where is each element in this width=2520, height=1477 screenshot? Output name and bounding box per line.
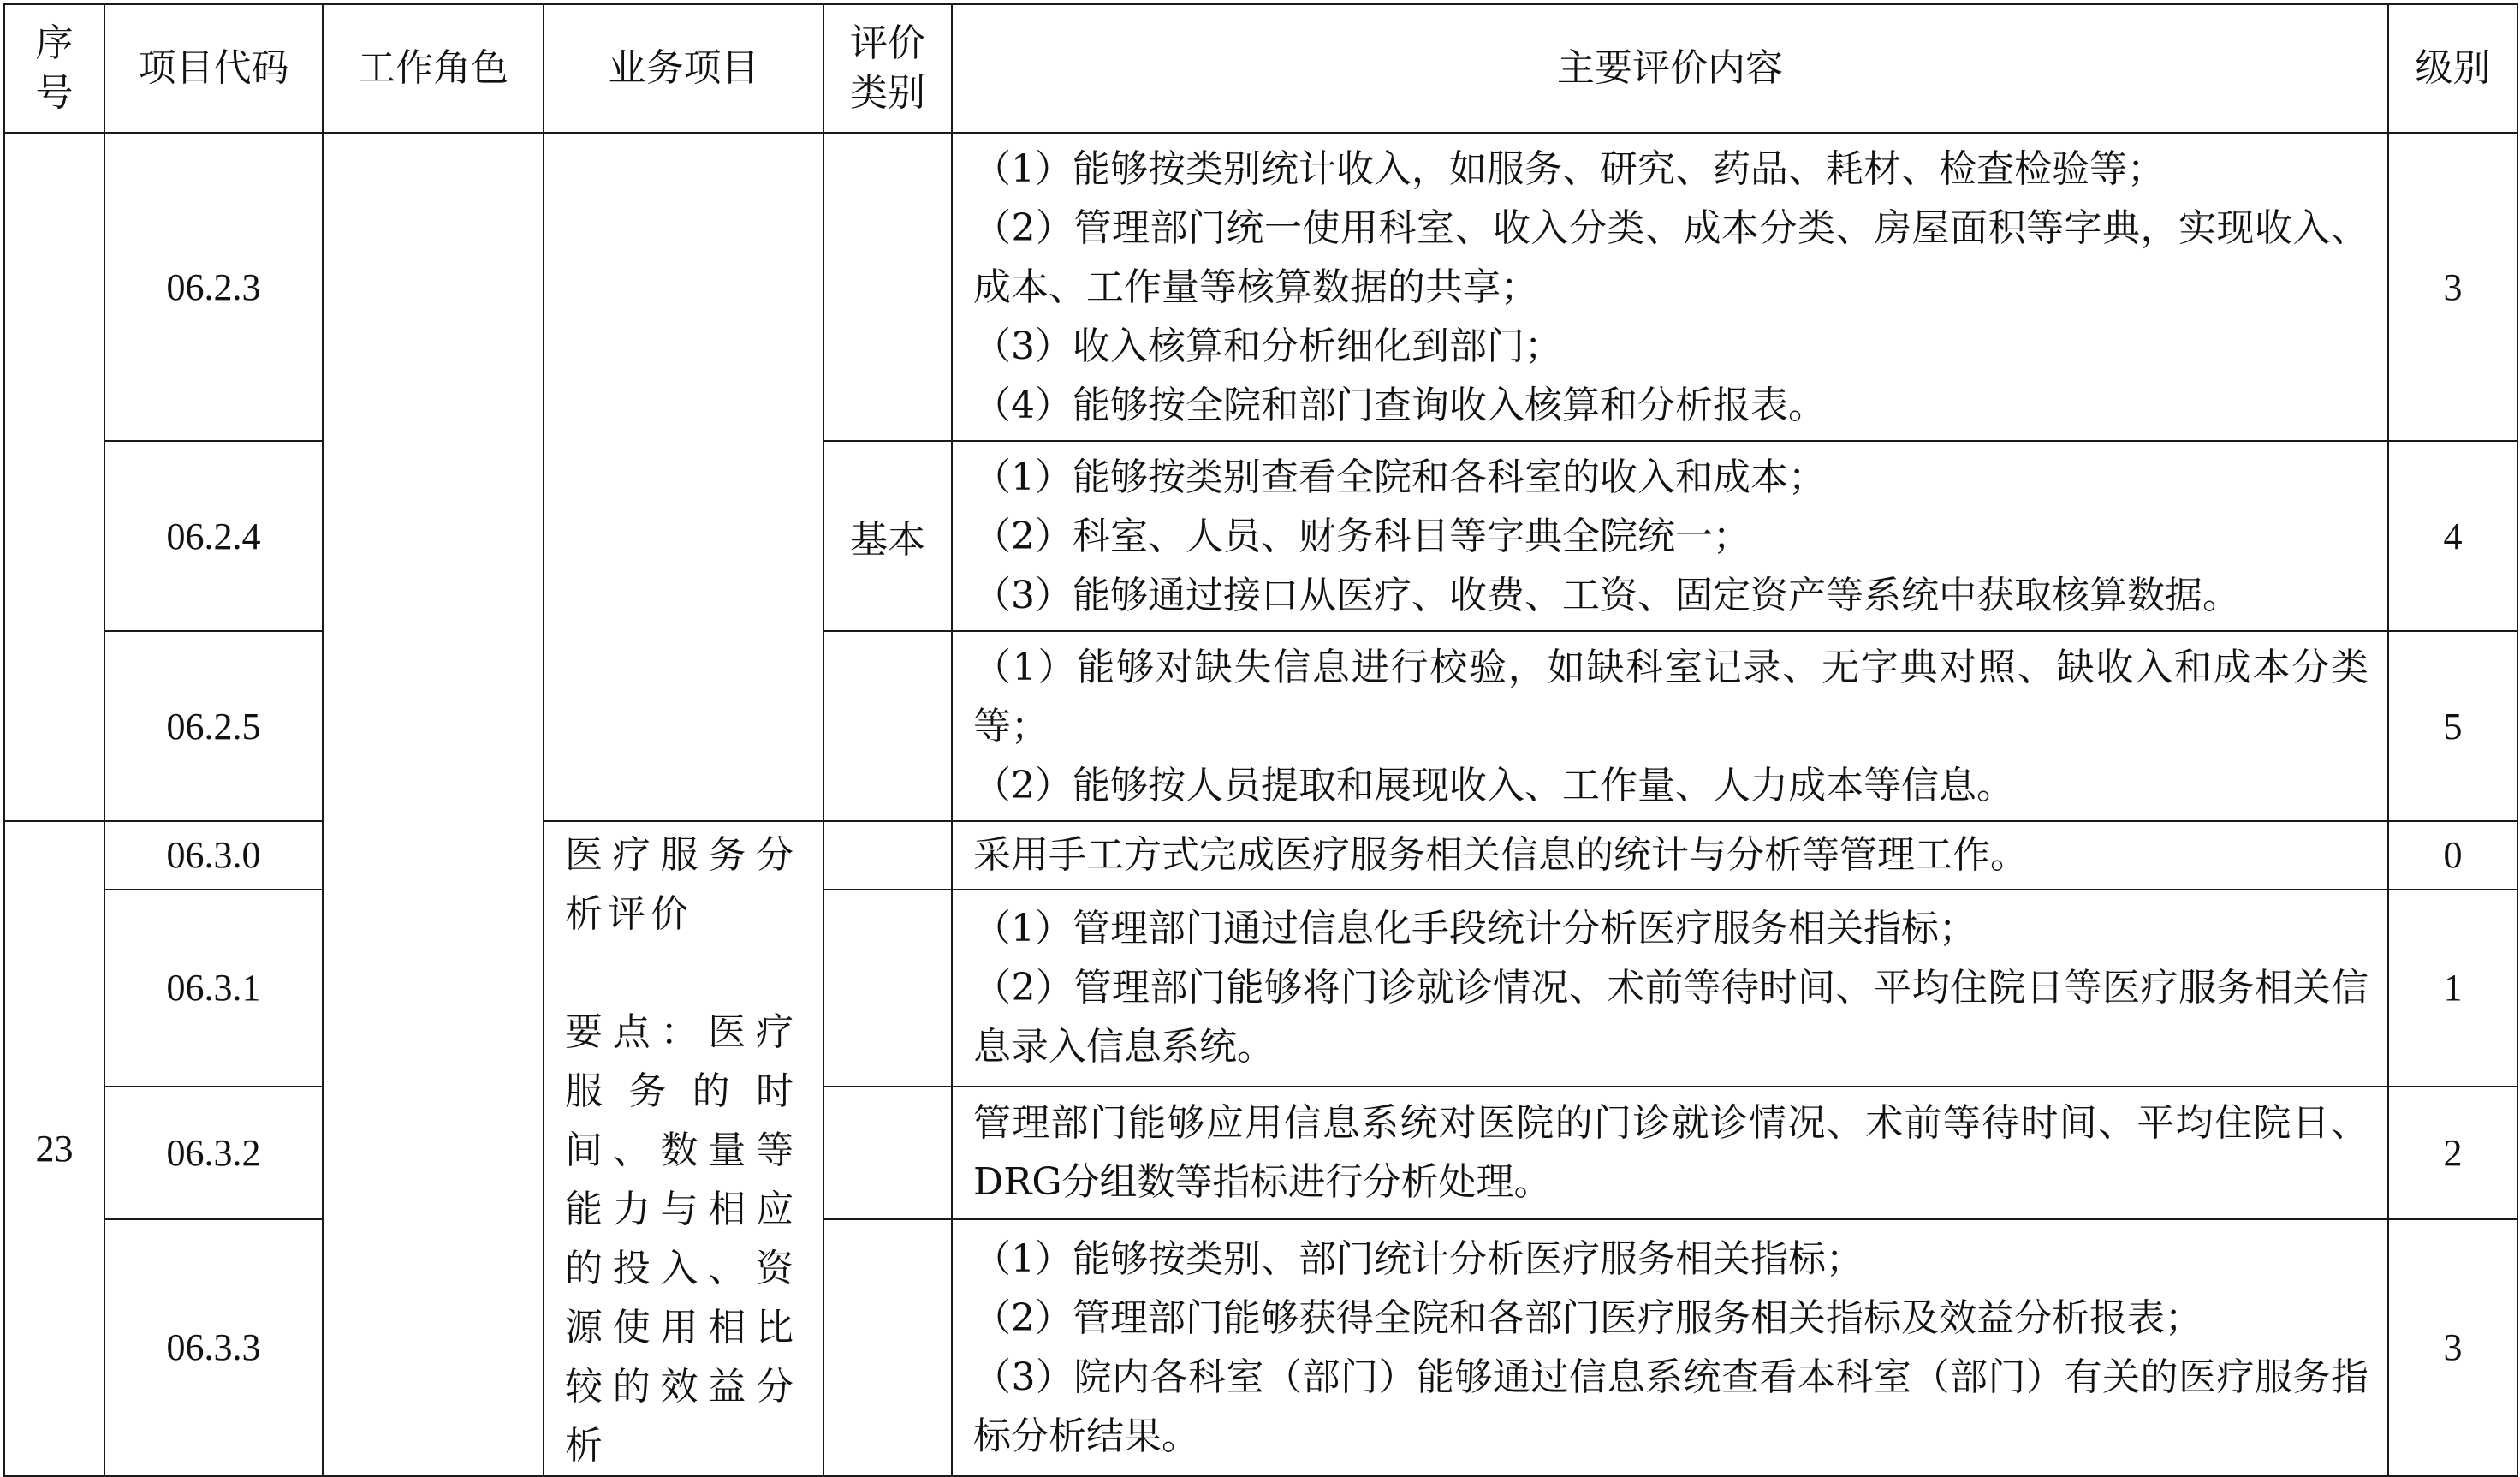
header-level: 级别 (2388, 4, 2517, 133)
level-cell: 0 (2388, 821, 2517, 890)
evaluation-table (3, 3, 2518, 1477)
code-cell: 06.3.2 (104, 1087, 323, 1219)
table-row (4, 133, 2517, 441)
business-item-title: 医疗服务分析评价 (565, 833, 799, 936)
content-cell: 采用手工方式完成医疗服务相关信息的统计与分析等管理工作。 (952, 821, 2388, 890)
header-business: 业务项目 (544, 4, 823, 133)
seq-cell-empty (4, 133, 104, 821)
level-cell: 5 (2388, 631, 2517, 821)
code-cell: 06.2.4 (104, 441, 323, 631)
header-category: 评价 类别 (823, 4, 952, 133)
business-item-cell (544, 821, 823, 1476)
level-cell: 3 (2388, 133, 2517, 441)
code-cell: 06.3.3 (104, 1219, 323, 1476)
level-cell: 4 (2388, 441, 2517, 631)
category-cell (823, 133, 952, 441)
header-content: 主要评价内容 (952, 4, 2388, 133)
category-cell (823, 631, 952, 821)
category-cell: 基本 (823, 441, 952, 631)
seq-cell: 23 (4, 821, 104, 1476)
category-cell (823, 1219, 952, 1476)
content-cell: （1）能够按类别、部门统计分析医疗服务相关指标； （2）管理部门能够获得全院和各部门医疗服务相关指标及效益分析报表； （3）院内各科室（部门）能够通过信息系统查看本科室（部门）有关的医疗服务指标分析结果。 (952, 1219, 2388, 1476)
category-cell (823, 1087, 952, 1219)
code-cell: 06.3.0 (104, 821, 323, 890)
header-code: 项目代码 (104, 4, 323, 133)
content-cell: （1）能够按类别查看全院和各科室的收入和成本； （2）科室、人员、财务科目等字典全院统一； （3）能够通过接口从医疗、收费、工资、固定资产等系统中获取核算数据。 (952, 441, 2388, 631)
content-cell: （1）能够按类别统计收入，如服务、研究、药品、耗材、检查检验等； （2）管理部门统一使用科室、收入分类、成本分类、房屋面积等字典，实现收入、成本、工作量等核算数据的共享； （3）收入核算和分析细化到部门； （4）能够按全院和部门查询收入核算和分析报表。 (952, 133, 2388, 441)
level-cell: 3 (2388, 1219, 2517, 1476)
level-cell: 1 (2388, 890, 2517, 1087)
business-cell-empty (544, 133, 823, 821)
content-cell: （1）管理部门通过信息化手段统计分析医疗服务相关指标； （2）管理部门能够将门诊就诊情况、术前等待时间、平均住院日等医疗服务相关信息录入信息系统。 (952, 890, 2388, 1087)
content-cell: 管理部门能够应用信息系统对医院的门诊就诊情况、术前等待时间、平均住院日、DRG分组数等指标进行分析处理。 (952, 1087, 2388, 1219)
code-cell: 06.3.1 (104, 890, 323, 1087)
business-item-spacer (565, 944, 799, 1003)
business-item-points: 要点：医疗服务的时间、数量等能力与相应的投入、资源使用相比较的效益分析 (565, 1010, 799, 1468)
level-cell: 2 (2388, 1087, 2517, 1219)
content-cell: （1）能够对缺失信息进行校验，如缺科室记录、无字典对照、缺收入和成本分类等； （2）能够按人员提取和展现收入、工作量、人力成本等信息。 (952, 631, 2388, 821)
header-seq: 序 号 (4, 4, 104, 133)
code-cell: 06.2.3 (104, 133, 323, 441)
code-cell: 06.2.5 (104, 631, 323, 821)
header-row (4, 4, 2517, 133)
role-cell (323, 133, 544, 1476)
category-cell (823, 890, 952, 1087)
category-cell (823, 821, 952, 890)
header-role: 工作角色 (323, 4, 544, 133)
